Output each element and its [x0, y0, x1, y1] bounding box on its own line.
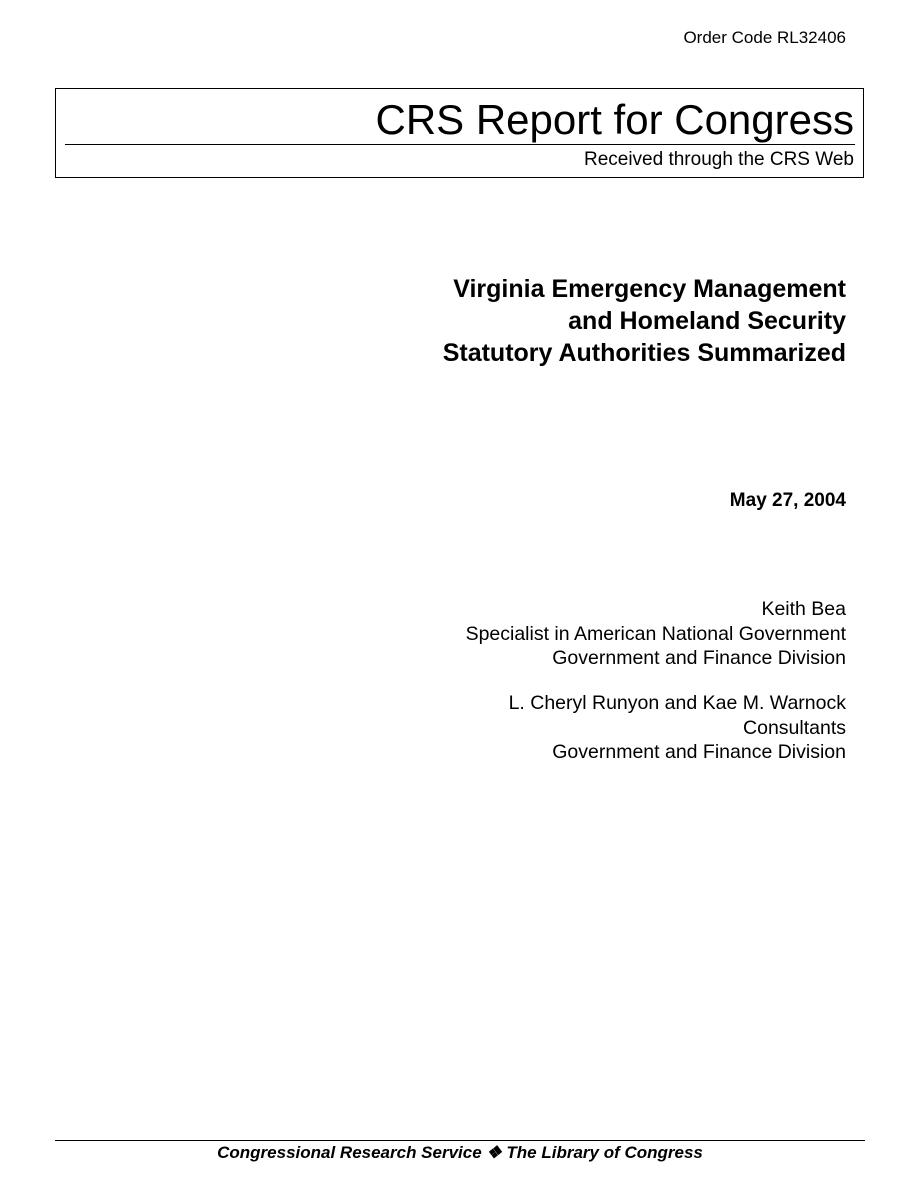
title-line-1: Virginia Emergency Management	[453, 275, 846, 303]
author-name: Keith Bea	[761, 598, 846, 620]
order-code: Order Code RL32406	[683, 28, 846, 47]
author-block-1	[466, 597, 846, 671]
document-title	[443, 273, 846, 369]
footer-publisher: Congressional Research Service	[217, 1143, 482, 1162]
report-series-title: CRS Report for Congress	[375, 96, 854, 143]
author-division: Government and Finance Division	[552, 647, 846, 669]
title-line-3: Statutory Authorities Summarized	[442, 339, 846, 367]
report-source-line: Received through the CRS Web	[583, 149, 854, 170]
author-title: Consultants	[743, 716, 846, 739]
footer-divider	[55, 1140, 865, 1141]
author-title: Specialist in American National Government	[465, 622, 846, 645]
author-block-2	[509, 691, 846, 765]
footer-library: The Library of Congress	[506, 1143, 703, 1162]
footer	[0, 1143, 920, 1163]
diamond-separator-icon: ❖	[486, 1143, 502, 1162]
author-division: Government and Finance Division	[552, 741, 846, 763]
report-date: May 27, 2004	[729, 490, 846, 511]
header-divider	[65, 144, 855, 145]
title-line-2: and Homeland Security	[568, 307, 846, 335]
report-header-box	[55, 88, 864, 178]
author-name: L. Cheryl Runyon and Kae M. Warnock	[508, 692, 846, 714]
